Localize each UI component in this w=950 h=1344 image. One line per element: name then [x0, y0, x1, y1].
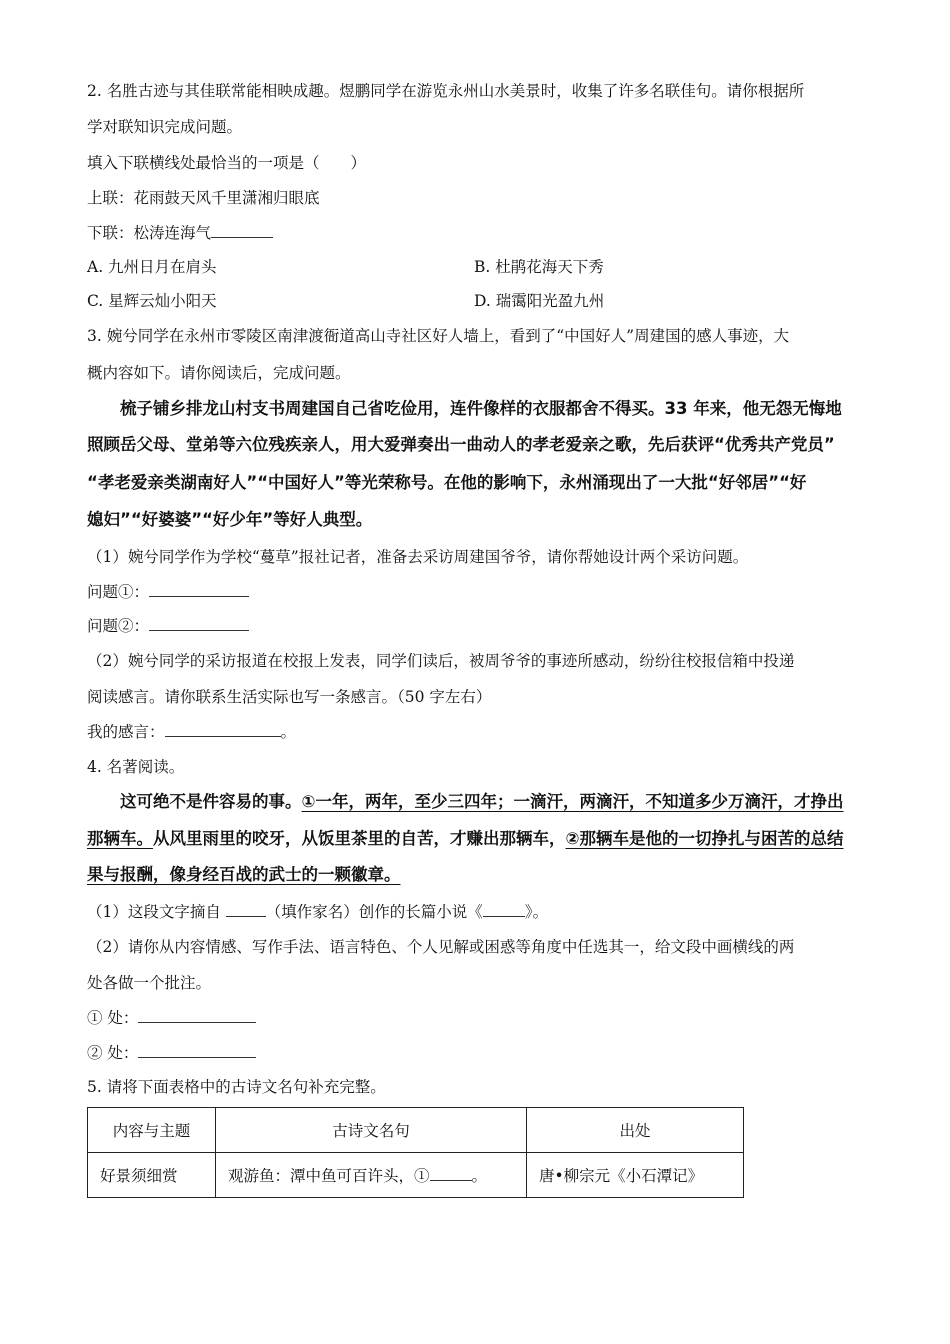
q4-novel-blank[interactable] [483, 902, 525, 917]
q2-lower-label: 下联：松涛连海气 [87, 224, 212, 242]
q4-sub1-a: （1）这段文字摘自 [87, 903, 226, 921]
table-cell-theme: 好景须细赏 [88, 1153, 216, 1198]
q4-passage-intro: 这可绝不是件容易的事。 [87, 792, 302, 811]
q4-title: 4. 名著阅读。 [87, 758, 185, 776]
q4-sub1-c: 》。 [524, 903, 549, 921]
table-header-theme: 内容与主题 [88, 1108, 216, 1153]
q4-sub1 [87, 901, 548, 923]
q3-feel-label: 我的感言： [87, 723, 165, 741]
q4-sub2-line2: 处各做一个批注。 [87, 974, 212, 992]
q4-sub2-line1: （2）请你从内容情感、写作手法、语言特色、个人见解或困惑等角度中任选其一，给文段中画横线的两 [87, 938, 795, 956]
q3-feel [87, 721, 296, 743]
q2-prompt: 填入下联横线处最恰当的一项是（ ） [87, 154, 367, 172]
q2-stem-line2: 学对联知识完成问题。 [87, 118, 243, 136]
q3-question2-label: 问题②： [87, 617, 150, 635]
q4-passage-line3 [87, 864, 401, 886]
q4-underline-1b: 那辆车。 [87, 829, 153, 848]
q4-note1-blank[interactable] [138, 1008, 256, 1023]
table-header-quote: 古诗文名句 [216, 1108, 527, 1153]
q2-option-c[interactable]: C. 星辉云灿小阳天 [87, 292, 217, 310]
q3-passage-line4: 媳妇”“好婆婆”“好少年”等好人典型。 [87, 510, 373, 529]
q4-passage-middle: 从风里雨里的咬牙，从饭里茶里的自苦，才赚出那辆车， [153, 829, 566, 848]
q4-author-blank[interactable] [226, 902, 266, 917]
q2-option-b[interactable]: B. 杜鹃花海天下秀 [474, 258, 604, 276]
q2-lower-couplet [87, 222, 273, 244]
q3-feel-period: 。 [280, 723, 297, 741]
table-cell-source: 唐•柳宗元《小石潭记》 [527, 1153, 744, 1198]
q3-question2 [87, 615, 249, 637]
table-header-source: 出处 [527, 1108, 744, 1153]
q3-passage-line1: 梳子铺乡排龙山村支书周建国自己省吃俭用，连件像样的衣服都舍不得买。33 年来，他无怨无悔地 [87, 399, 842, 418]
q4-note2 [87, 1042, 256, 1064]
q4-underline-2b: 果与报酬，像身经百战的武士的一颗徽章。 [87, 865, 401, 884]
q2-stem-line1: 2. 名胜古迹与其佳联常能相映成趣。煜鹏同学在游览永州山水美景时，收集了许多名联佳句。请你根据所 [87, 82, 805, 100]
q3-question2-blank[interactable] [149, 616, 249, 631]
table-row [88, 1153, 744, 1198]
q3-passage-line2: 照顾岳父母、堂弟等六位残疾亲人，用大爱弹奏出一曲动人的孝老爱亲之歌，先后获评“优秀共产党员” [87, 435, 835, 454]
q4-sub1-b: （填作家名）创作的长篇小说《 [265, 903, 483, 921]
q4-note2-label: ② 处： [87, 1044, 139, 1062]
q3-passage-line3: “孝老爱亲类湖南好人”“中国好人”等光荣称号。在他的影响下，永州涌现出了一大批“好邻居”“好 [87, 473, 807, 492]
q4-passage-line1 [87, 791, 843, 813]
q2-option-d[interactable]: D. 瑞霭阳光盈九州 [474, 292, 605, 310]
q3-question1-blank[interactable] [149, 582, 249, 597]
table-quote-blank[interactable] [430, 1166, 472, 1181]
q4-note1 [87, 1007, 256, 1029]
q3-question1 [87, 581, 249, 603]
q3-sub2-line2: 阅读感言。请你联系生活实际也写一条感言。（50 字左右） [87, 688, 492, 706]
q2-upper-couplet: 上联：花雨鼓天风千里潇湘归眼底 [87, 189, 320, 207]
q3-sub2-line1: （2）婉兮同学的采访报道在校报上发表，同学们读后，被周爷爷的事迹所感动，纷纷往校报信箱中投递 [87, 652, 795, 670]
table-quote-text: 观游鱼：潭中鱼可百许头，① [228, 1167, 430, 1185]
q4-note1-label: ① 处： [87, 1009, 139, 1027]
table-cell-quote [216, 1153, 527, 1198]
table-header-row [88, 1108, 744, 1153]
q3-stem-line1: 3. 婉兮同学在永州市零陵区南津渡衙道高山寺社区好人墙上，看到了“中国好人”周建国的感人事迹，大 [87, 327, 790, 345]
q4-underline-2a: ②那辆车是他的一切挣扎与困苦的总结 [565, 829, 844, 848]
q2-answer-blank[interactable] [211, 223, 273, 238]
q5-title: 5. 请将下面表格中的古诗文名句补充完整。 [87, 1078, 386, 1096]
q5-table [87, 1107, 744, 1198]
q4-note2-blank[interactable] [138, 1043, 256, 1058]
table-quote-period: 。 [471, 1167, 488, 1185]
q3-sub1: （1）婉兮同学作为学校“蔓草”报社记者，准备去采访周建国爷爷，请你帮她设计两个采访问题。 [87, 548, 749, 566]
q4-underline-1a: ①一年，两年，至少三四年；一滴汗，两滴汗，不知道多少万滴汗，才挣出 [301, 792, 844, 811]
q3-stem-line2: 概内容如下。请你阅读后，完成问题。 [87, 364, 351, 382]
q4-passage-line2 [87, 828, 843, 850]
q3-feel-blank[interactable] [165, 722, 281, 737]
q2-option-a[interactable]: A. 九州日月在肩头 [87, 258, 217, 276]
q3-question1-label: 问题①： [87, 583, 150, 601]
